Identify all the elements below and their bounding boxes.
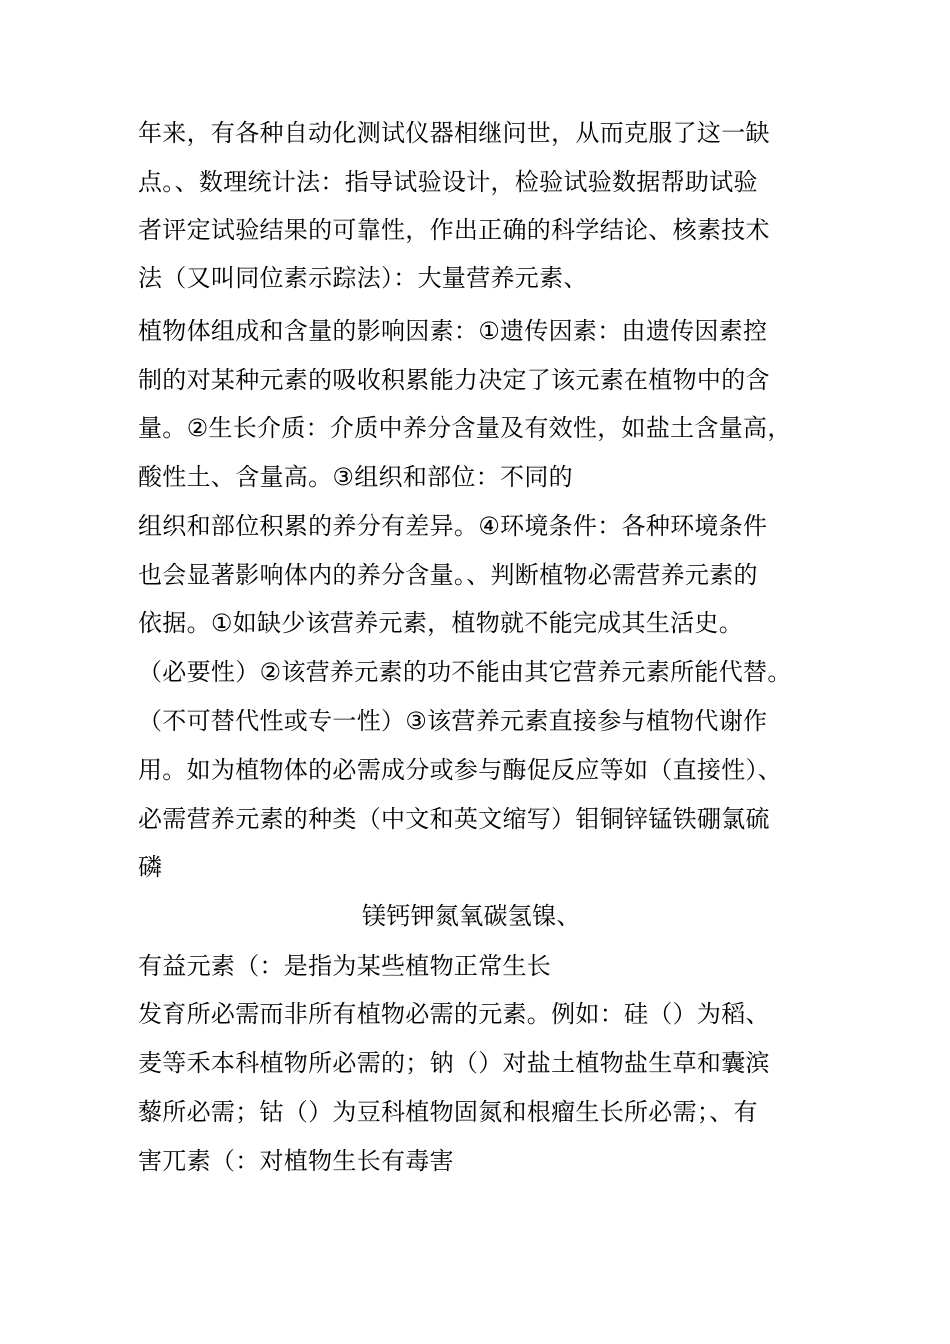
text-line: 必需营养元素的种类（中文和英文缩写）钼铜锌锰铁硼氯硫 — [138, 805, 770, 833]
text-line: 也会显著影响体内的养分含量。、判断植物必需营养元素的 — [138, 561, 758, 589]
text-line-centered: 镁钙钾氮氧碳氢镍、 — [362, 902, 581, 930]
text-line: 磷 — [138, 853, 163, 881]
text-line: 点。、数理统计法：指导试验设计，检验试验数据帮助试验 — [138, 168, 758, 196]
text-line: 组织和部位积累的养分有差异。④环境条件：各种环境条件 — [138, 512, 768, 540]
text-line: 年来，有各种自动化测试仪器相继问世，从而克服了这一缺 — [138, 119, 770, 147]
text-line: 用。如为植物体的必需成分或参与酶促反应等如（直接性）、 — [138, 756, 783, 784]
text-line: 植物体组成和含量的影响因素：①遗传因素：由遗传因素控 — [138, 317, 768, 345]
text-line: （必要性）②该营养元素的功不能由其它营养元素所能代替。 — [138, 658, 792, 686]
text-line: 有益元素（：是指为某些植物正常生长 — [138, 952, 552, 980]
text-line: （不可替代性或专一性）③该营养元素直接参与植物代谢作 — [138, 707, 768, 735]
text-line: 麦等禾本科植物所必需的；钠（）对盐土植物盐生草和囊滨 — [138, 1049, 770, 1077]
text-line: 藜所必需；钴（）为豆科植物固氮和根瘤生长所必需；、有 — [138, 1098, 758, 1126]
text-line: 制的对某种元素的吸收积累能力决定了该元素在植物中的含 — [138, 366, 770, 394]
text-line: 法（又叫同位素示踪法）：大量营养元素、 — [138, 264, 588, 292]
text-line: 发育所必需而非所有植物必需的元素。例如：硅（）为稻、 — [138, 1000, 770, 1028]
text-line: 依据。①如缺少该营养元素，植物就不能完成其生活史。 — [138, 609, 744, 637]
text-line: 量。②生长介质：介质中养分含量及有效性，如盐土含量高， — [138, 414, 792, 442]
text-line: 害兀素（：对植物生长有毒害 — [138, 1147, 454, 1175]
text-line: 酸性土、含量高。③组织和部位：不同的 — [138, 463, 573, 491]
text-line: 者评定试验结果的可靠性，作出正确的科学结论、核素技术 — [138, 216, 770, 244]
